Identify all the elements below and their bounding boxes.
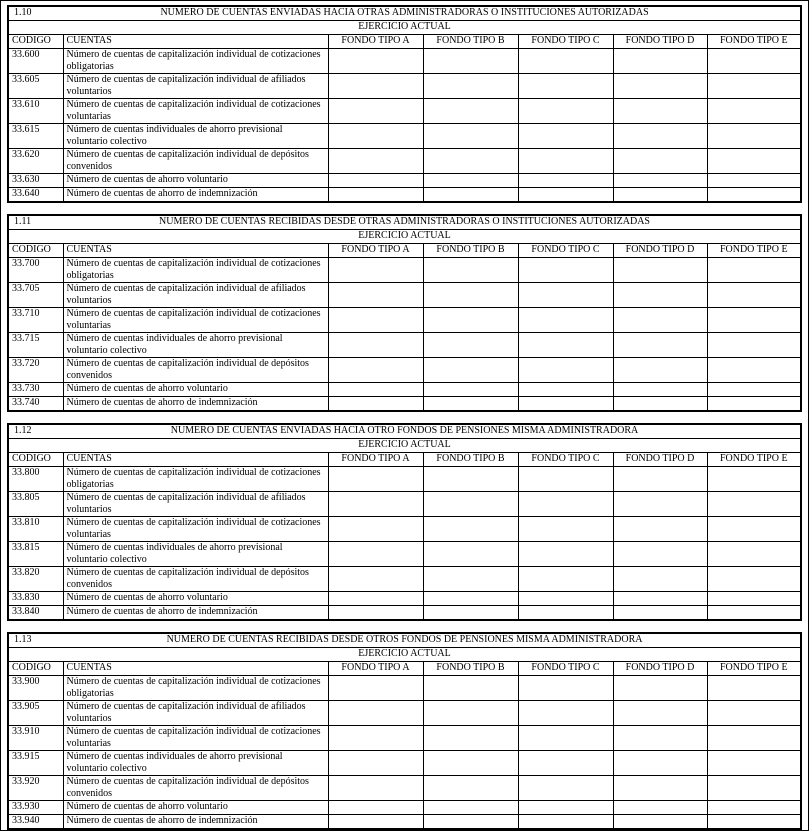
row-code: 33.805 (8, 492, 63, 517)
value-cell-fondo-d (613, 542, 707, 567)
row-code: 33.730 (8, 383, 63, 397)
value-cell-fondo-b (423, 542, 518, 567)
value-cell-fondo-b (423, 397, 518, 412)
row-code: 33.940 (8, 815, 63, 830)
row-description: Número de cuentas de capitalización individual de cotizaciones voluntarias (63, 517, 328, 542)
value-cell-fondo-a (328, 801, 423, 815)
value-cell-fondo-c (518, 606, 613, 621)
row-description: Número de cuentas de capitalización individual de afiliados voluntarios (63, 74, 328, 99)
value-cell-fondo-c (518, 383, 613, 397)
column-header-fondo-tipo-c: FONDO TIPO C (518, 35, 613, 49)
value-cell-fondo-b (423, 517, 518, 542)
value-cell-fondo-a (328, 606, 423, 621)
table-row (8, 383, 801, 397)
table-row (8, 74, 801, 99)
row-code: 33.810 (8, 517, 63, 542)
row-description: Número de cuentas de capitalización individual de cotizaciones voluntarias (63, 308, 328, 333)
value-cell-fondo-e (707, 726, 801, 751)
table-1-10 (7, 5, 802, 203)
value-cell-fondo-b (423, 383, 518, 397)
row-code: 33.820 (8, 567, 63, 592)
row-code: 33.720 (8, 358, 63, 383)
row-code: 33.700 (8, 258, 63, 283)
column-header-fondo-tipo-e: FONDO TIPO E (707, 244, 801, 258)
value-cell-fondo-a (328, 49, 423, 74)
table-row (8, 308, 801, 333)
value-cell-fondo-e (707, 492, 801, 517)
column-header-codigo: CODIGO (8, 453, 63, 467)
table-row (8, 776, 801, 801)
value-cell-fondo-a (328, 676, 423, 701)
table-subtitle: EJERCICIO ACTUAL (8, 21, 801, 35)
value-cell-fondo-e (707, 308, 801, 333)
column-header-fondo-tipo-c: FONDO TIPO C (518, 662, 613, 676)
table-row (8, 49, 801, 74)
value-cell-fondo-a (328, 776, 423, 801)
row-description: Número de cuentas de capitalización individual de depósitos convenidos (63, 149, 328, 174)
value-cell-fondo-b (423, 606, 518, 621)
table-title-row (8, 215, 801, 230)
value-cell-fondo-c (518, 174, 613, 188)
value-cell-fondo-e (707, 776, 801, 801)
value-cell-fondo-a (328, 467, 423, 492)
column-header-fondo-tipo-d: FONDO TIPO D (613, 35, 707, 49)
section-number: 1.10 (14, 7, 32, 18)
value-cell-fondo-c (518, 542, 613, 567)
table-row (8, 99, 801, 124)
value-cell-fondo-e (707, 124, 801, 149)
value-cell-fondo-a (328, 258, 423, 283)
value-cell-fondo-d (613, 358, 707, 383)
table-subtitle: EJERCICIO ACTUAL (8, 439, 801, 453)
column-header-cuentas: CUENTAS (63, 453, 328, 467)
row-code: 33.800 (8, 467, 63, 492)
value-cell-fondo-b (423, 174, 518, 188)
row-code: 33.920 (8, 776, 63, 801)
column-header-fondo-tipo-d: FONDO TIPO D (613, 662, 707, 676)
value-cell-fondo-e (707, 542, 801, 567)
value-cell-fondo-d (613, 124, 707, 149)
row-description: Número de cuentas de capitalización individual de cotizaciones voluntarias (63, 726, 328, 751)
value-cell-fondo-c (518, 801, 613, 815)
table-title-row (8, 633, 801, 648)
value-cell-fondo-a (328, 283, 423, 308)
table-row (8, 567, 801, 592)
table-row (8, 149, 801, 174)
value-cell-fondo-c (518, 49, 613, 74)
value-cell-fondo-d (613, 188, 707, 203)
value-cell-fondo-d (613, 606, 707, 621)
value-cell-fondo-d (613, 308, 707, 333)
value-cell-fondo-c (518, 188, 613, 203)
value-cell-fondo-b (423, 188, 518, 203)
column-header-fondo-tipo-c: FONDO TIPO C (518, 244, 613, 258)
value-cell-fondo-e (707, 567, 801, 592)
column-header-fondo-tipo-a: FONDO TIPO A (328, 453, 423, 467)
value-cell-fondo-a (328, 701, 423, 726)
row-description: Número de cuentas de ahorro voluntario (63, 592, 328, 606)
row-description: Número de cuentas de capitalización individual de cotizaciones obligatorias (63, 258, 328, 283)
row-code: 33.640 (8, 188, 63, 203)
table-row (8, 188, 801, 203)
value-cell-fondo-d (613, 383, 707, 397)
table-row (8, 592, 801, 606)
value-cell-fondo-e (707, 517, 801, 542)
row-description: Número de cuentas de ahorro voluntario (63, 383, 328, 397)
value-cell-fondo-a (328, 492, 423, 517)
column-header-fondo-tipo-e: FONDO TIPO E (707, 453, 801, 467)
row-description: Número de cuentas de capitalización individual de depósitos convenidos (63, 567, 328, 592)
table-row (8, 258, 801, 283)
value-cell-fondo-d (613, 49, 707, 74)
value-cell-fondo-d (613, 701, 707, 726)
column-header-codigo: CODIGO (8, 244, 63, 258)
table-row (8, 124, 801, 149)
value-cell-fondo-b (423, 592, 518, 606)
row-description: Número de cuentas de ahorro de indemnización (63, 188, 328, 203)
column-header-fondo-tipo-b: FONDO TIPO B (423, 244, 518, 258)
row-code: 33.710 (8, 308, 63, 333)
value-cell-fondo-a (328, 517, 423, 542)
value-cell-fondo-d (613, 676, 707, 701)
value-cell-fondo-e (707, 751, 801, 776)
row-code: 33.615 (8, 124, 63, 149)
row-description: Número de cuentas de capitalización individual de cotizaciones voluntarias (63, 99, 328, 124)
value-cell-fondo-c (518, 74, 613, 99)
table-row (8, 676, 801, 701)
value-cell-fondo-b (423, 49, 518, 74)
column-header-fondo-tipo-d: FONDO TIPO D (613, 453, 707, 467)
value-cell-fondo-e (707, 74, 801, 99)
value-cell-fondo-d (613, 726, 707, 751)
value-cell-fondo-c (518, 149, 613, 174)
table-row (8, 397, 801, 412)
row-code: 33.740 (8, 397, 63, 412)
value-cell-fondo-b (423, 99, 518, 124)
column-header-fondo-tipo-e: FONDO TIPO E (707, 35, 801, 49)
row-code: 33.600 (8, 49, 63, 74)
row-code: 33.605 (8, 74, 63, 99)
table-row (8, 801, 801, 815)
row-description: Número de cuentas de capitalización individual de afiliados voluntarios (63, 283, 328, 308)
value-cell-fondo-b (423, 567, 518, 592)
row-code: 33.620 (8, 149, 63, 174)
row-description: Número de cuentas de ahorro de indemnización (63, 815, 328, 830)
table-title-row (8, 424, 801, 439)
row-code: 33.905 (8, 701, 63, 726)
value-cell-fondo-d (613, 776, 707, 801)
row-code: 33.815 (8, 542, 63, 567)
section-number: 1.13 (14, 634, 32, 645)
row-description: Número de cuentas de capitalización individual de cotizaciones obligatorias (63, 49, 328, 74)
value-cell-fondo-a (328, 124, 423, 149)
table-row (8, 726, 801, 751)
value-cell-fondo-b (423, 308, 518, 333)
row-code: 33.900 (8, 676, 63, 701)
value-cell-fondo-e (707, 467, 801, 492)
column-header-fondo-tipo-b: FONDO TIPO B (423, 35, 518, 49)
column-header-codigo: CODIGO (8, 662, 63, 676)
table-row (8, 467, 801, 492)
column-header-fondo-tipo-b: FONDO TIPO B (423, 453, 518, 467)
value-cell-fondo-c (518, 467, 613, 492)
value-cell-fondo-d (613, 492, 707, 517)
value-cell-fondo-a (328, 383, 423, 397)
value-cell-fondo-c (518, 397, 613, 412)
value-cell-fondo-e (707, 801, 801, 815)
table-title-row (8, 6, 801, 21)
value-cell-fondo-d (613, 567, 707, 592)
value-cell-fondo-b (423, 358, 518, 383)
value-cell-fondo-a (328, 542, 423, 567)
column-header-fondo-tipo-c: FONDO TIPO C (518, 453, 613, 467)
value-cell-fondo-e (707, 283, 801, 308)
value-cell-fondo-c (518, 99, 613, 124)
value-cell-fondo-a (328, 188, 423, 203)
value-cell-fondo-d (613, 99, 707, 124)
value-cell-fondo-c (518, 567, 613, 592)
value-cell-fondo-e (707, 676, 801, 701)
value-cell-fondo-c (518, 308, 613, 333)
value-cell-fondo-d (613, 149, 707, 174)
value-cell-fondo-b (423, 258, 518, 283)
row-code: 33.840 (8, 606, 63, 621)
row-code: 33.715 (8, 333, 63, 358)
value-cell-fondo-b (423, 815, 518, 830)
value-cell-fondo-b (423, 333, 518, 358)
value-cell-fondo-a (328, 149, 423, 174)
table-1-12 (7, 423, 802, 621)
value-cell-fondo-c (518, 751, 613, 776)
value-cell-fondo-a (328, 99, 423, 124)
value-cell-fondo-e (707, 701, 801, 726)
table-title: NUMERO DE CUENTAS ENVIADAS HACIA OTRO FONDOS DE PENSIONES MISMA ADMINISTRADORA (170, 425, 639, 436)
table-row (8, 174, 801, 188)
row-description: Número de cuentas de capitalización individual de cotizaciones obligatorias (63, 467, 328, 492)
row-description: Número de cuentas de capitalización individual de depósitos convenidos (63, 358, 328, 383)
value-cell-fondo-d (613, 815, 707, 830)
table-title: NUMERO DE CUENTAS RECIBIDAS DESDE OTRAS ADMINISTRADORAS O INSTITUCIONES AUTORIZADAS (159, 216, 650, 227)
table-row (8, 606, 801, 621)
table-row (8, 701, 801, 726)
value-cell-fondo-a (328, 308, 423, 333)
column-header-fondo-tipo-b: FONDO TIPO B (423, 662, 518, 676)
row-description: Número de cuentas de capitalización individual de afiliados voluntarios (63, 492, 328, 517)
value-cell-fondo-a (328, 74, 423, 99)
value-cell-fondo-a (328, 174, 423, 188)
value-cell-fondo-c (518, 592, 613, 606)
value-cell-fondo-e (707, 333, 801, 358)
value-cell-fondo-e (707, 592, 801, 606)
value-cell-fondo-e (707, 149, 801, 174)
table-row (8, 542, 801, 567)
row-description: Número de cuentas individuales de ahorro previsional voluntario colectivo (63, 124, 328, 149)
column-header-fondo-tipo-a: FONDO TIPO A (328, 35, 423, 49)
value-cell-fondo-d (613, 592, 707, 606)
value-cell-fondo-c (518, 492, 613, 517)
value-cell-fondo-c (518, 258, 613, 283)
value-cell-fondo-e (707, 358, 801, 383)
table-subtitle: EJERCICIO ACTUAL (8, 648, 801, 662)
value-cell-fondo-c (518, 726, 613, 751)
value-cell-fondo-a (328, 567, 423, 592)
table-subtitle: EJERCICIO ACTUAL (8, 230, 801, 244)
section-number: 1.12 (14, 425, 32, 436)
table-title: NUMERO DE CUENTAS RECIBIDAS DESDE OTROS FONDOS DE PENSIONES MISMA ADMINISTRADORA (166, 634, 643, 645)
row-code: 33.705 (8, 283, 63, 308)
value-cell-fondo-c (518, 676, 613, 701)
column-header-codigo: CODIGO (8, 35, 63, 49)
value-cell-fondo-e (707, 49, 801, 74)
value-cell-fondo-d (613, 174, 707, 188)
row-description: Número de cuentas de ahorro de indemnización (63, 606, 328, 621)
value-cell-fondo-a (328, 358, 423, 383)
column-header-fondo-tipo-a: FONDO TIPO A (328, 244, 423, 258)
value-cell-fondo-e (707, 383, 801, 397)
value-cell-fondo-a (328, 397, 423, 412)
value-cell-fondo-b (423, 776, 518, 801)
row-code: 33.930 (8, 801, 63, 815)
value-cell-fondo-e (707, 815, 801, 830)
value-cell-fondo-a (328, 592, 423, 606)
row-description: Número de cuentas de capitalización individual de cotizaciones obligatorias (63, 676, 328, 701)
value-cell-fondo-b (423, 149, 518, 174)
value-cell-fondo-c (518, 776, 613, 801)
row-code: 33.915 (8, 751, 63, 776)
value-cell-fondo-d (613, 258, 707, 283)
value-cell-fondo-c (518, 517, 613, 542)
table-row (8, 333, 801, 358)
row-description: Número de cuentas de ahorro de indemnización (63, 397, 328, 412)
value-cell-fondo-b (423, 726, 518, 751)
section-number: 1.11 (14, 216, 32, 227)
value-cell-fondo-c (518, 124, 613, 149)
row-description: Número de cuentas de capitalización individual de depósitos convenidos (63, 776, 328, 801)
value-cell-fondo-d (613, 801, 707, 815)
value-cell-fondo-e (707, 99, 801, 124)
row-description: Número de cuentas de capitalización individual de afiliados voluntarios (63, 701, 328, 726)
value-cell-fondo-e (707, 258, 801, 283)
row-code: 33.610 (8, 99, 63, 124)
value-cell-fondo-d (613, 751, 707, 776)
column-header-cuentas: CUENTAS (63, 662, 328, 676)
value-cell-fondo-c (518, 283, 613, 308)
table-1-11 (7, 214, 802, 412)
value-cell-fondo-a (328, 726, 423, 751)
table-row (8, 517, 801, 542)
value-cell-fondo-d (613, 467, 707, 492)
row-description: Número de cuentas individuales de ahorro previsional voluntario colectivo (63, 542, 328, 567)
value-cell-fondo-a (328, 751, 423, 776)
column-header-cuentas: CUENTAS (63, 35, 328, 49)
column-header-fondo-tipo-a: FONDO TIPO A (328, 662, 423, 676)
value-cell-fondo-d (613, 333, 707, 358)
value-cell-fondo-b (423, 751, 518, 776)
value-cell-fondo-c (518, 815, 613, 830)
value-cell-fondo-a (328, 333, 423, 358)
table-1-13 (7, 632, 802, 830)
value-cell-fondo-b (423, 124, 518, 149)
value-cell-fondo-d (613, 283, 707, 308)
value-cell-fondo-d (613, 397, 707, 412)
value-cell-fondo-c (518, 701, 613, 726)
value-cell-fondo-b (423, 74, 518, 99)
row-code: 33.630 (8, 174, 63, 188)
value-cell-fondo-b (423, 283, 518, 308)
column-header-fondo-tipo-d: FONDO TIPO D (613, 244, 707, 258)
value-cell-fondo-a (328, 815, 423, 830)
row-description: Número de cuentas individuales de ahorro previsional voluntario colectivo (63, 751, 328, 776)
row-description: Número de cuentas de ahorro voluntario (63, 174, 328, 188)
value-cell-fondo-b (423, 492, 518, 517)
value-cell-fondo-b (423, 701, 518, 726)
row-description: Número de cuentas individuales de ahorro previsional voluntario colectivo (63, 333, 328, 358)
row-description: Número de cuentas de ahorro voluntario (63, 801, 328, 815)
value-cell-fondo-e (707, 174, 801, 188)
table-title: NUMERO DE CUENTAS ENVIADAS HACIA OTRAS ADMINISTRADORAS O INSTITUCIONES AUTORIZADAS (160, 7, 649, 18)
value-cell-fondo-c (518, 358, 613, 383)
value-cell-fondo-c (518, 333, 613, 358)
table-row (8, 358, 801, 383)
table-row (8, 815, 801, 830)
value-cell-fondo-e (707, 606, 801, 621)
value-cell-fondo-d (613, 74, 707, 99)
row-code: 33.830 (8, 592, 63, 606)
value-cell-fondo-e (707, 397, 801, 412)
column-header-fondo-tipo-e: FONDO TIPO E (707, 662, 801, 676)
value-cell-fondo-e (707, 188, 801, 203)
column-header-cuentas: CUENTAS (63, 244, 328, 258)
table-row (8, 492, 801, 517)
value-cell-fondo-b (423, 676, 518, 701)
table-row (8, 283, 801, 308)
value-cell-fondo-d (613, 517, 707, 542)
table-row (8, 751, 801, 776)
value-cell-fondo-b (423, 467, 518, 492)
row-code: 33.910 (8, 726, 63, 751)
value-cell-fondo-b (423, 801, 518, 815)
